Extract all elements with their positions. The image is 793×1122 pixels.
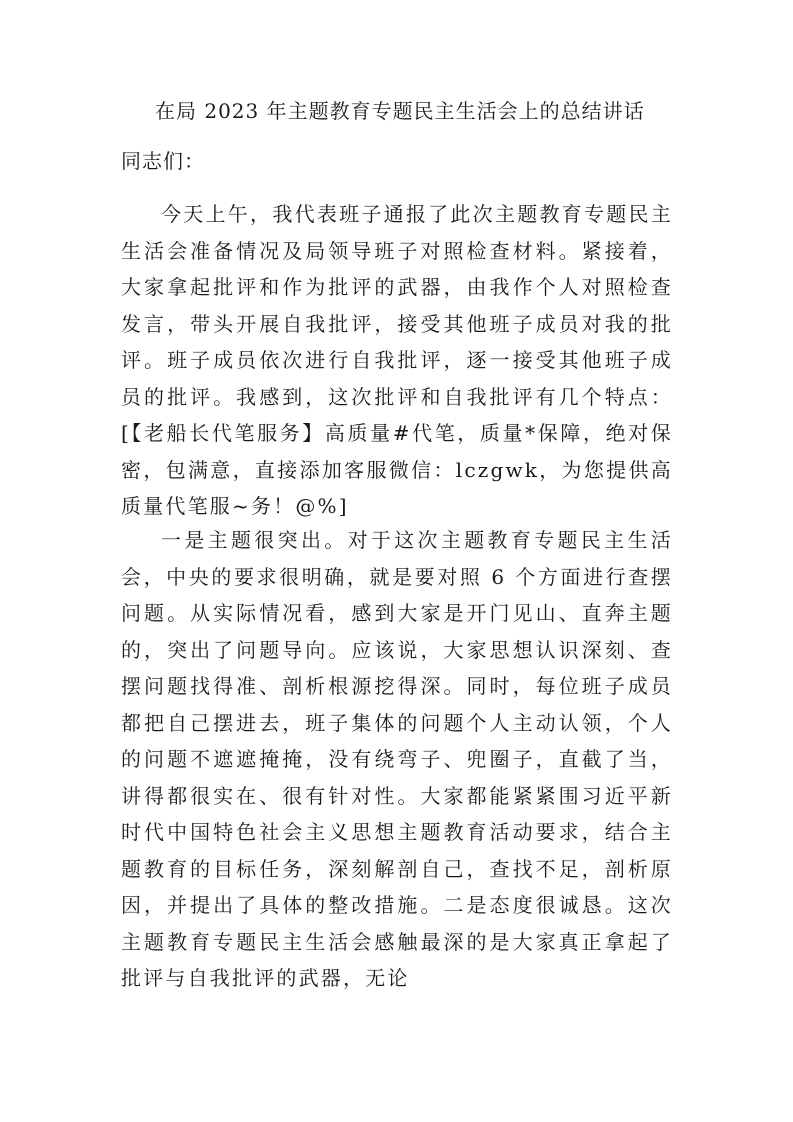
salutation: 同志们：	[121, 149, 205, 173]
paragraph-2: 一是主题很突出。对于这次主题教育专题民主生活会，中央的要求很明确，就是要对照 6 个方面进行查摆问题。从实际情况看，感到大家是开门见山、直奔主题的，突出了问题导向。应该说，大家思想认识深刻、查摆问题找得准、剖析根源挖得深。同时，每位班子成员都把自己摆进去，班子集体的问题个人主动认领，个人的问题不遮遮掩掩，没有绕弯子、兜圈子，直截了当，讲得都很实在、很有针对性。大家都能紧紧围习近平新时代中国特色社会主义思想主题教育活动要求，结合主题教育的目标任务，深刻解剖自己，查找不足，剖析原因，并提出了具体的整改措施。二是态度很诚恳。这次主题教育专题民主生活会感触最深的是大家真正拿起了批评与自我批评的武器，无论	[121, 528, 673, 990]
paragraph-1: 今天上午，我代表班子通报了此次主题教育专题民主生活会准备情况及局领导班子对照检查材料。紧接着，大家拿起批评和作为批评的武器，由我作个人对照检查发言，带头开展自我批评，接受其他班子成员对我的批评。班子成员依次进行自我批评，逐一接受其他班子成员的批评。我感到，这次批评和自我批评有几个特点：[【老船长代笔服务】高质量#代笔，质量*保障，绝对保密，包满意，直接添加客服微信：lczgwk，为您提供高质量代笔服~务！@%]	[121, 202, 673, 518]
document-title: 在局 2023 年主题教育专题民主生活会上的总结讲话	[155, 99, 645, 123]
